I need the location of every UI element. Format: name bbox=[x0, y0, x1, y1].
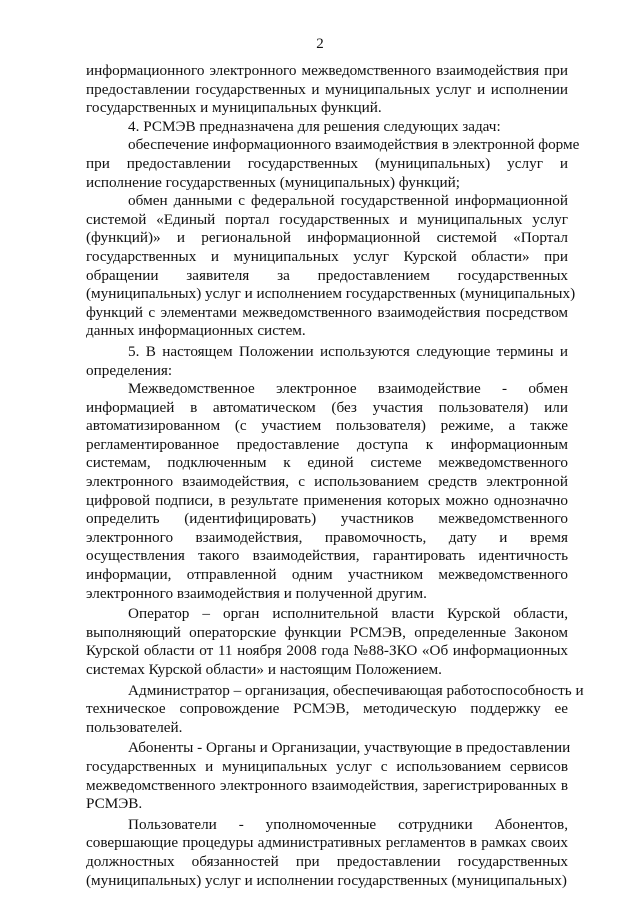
text-line: Курской области от 11 ноября 2008 года №88-ЗКО «Об информационных bbox=[86, 642, 568, 660]
text-line: системой «Единый портал государственных и муниципальных услуг bbox=[86, 210, 568, 228]
text-line: 5. В настоящем Положении используются следующие термины и bbox=[128, 342, 568, 360]
text-line: РСМЭВ. bbox=[86, 795, 143, 813]
text-line: совершающие процедуры административных регламентов в рамках своих bbox=[86, 834, 568, 852]
paragraph bbox=[86, 605, 568, 679]
text-line: предоставлении государственных и муниципальных услуг и исполнении bbox=[86, 80, 568, 98]
text-line: государственных и муниципальных услуг с использованием сервисов bbox=[86, 757, 568, 775]
text-line: исполнение государственных (муниципальных) функций; bbox=[86, 173, 460, 191]
text-line: техническое сопровождение РСМЭВ, методическую поддержку ее bbox=[86, 700, 568, 718]
text-line: Межведомственное электронное взаимодействие - обмен bbox=[128, 380, 568, 398]
text-line: выполняющий операторские функции РСМЭВ, определенные Законом bbox=[86, 623, 568, 641]
paragraph bbox=[86, 136, 580, 192]
page-number: 2 bbox=[316, 36, 324, 52]
paragraph bbox=[86, 739, 571, 813]
paragraph bbox=[86, 380, 568, 603]
text-line: системах Курской области» и настоящим Положением. bbox=[86, 661, 442, 678]
text-line: государственных и муниципальных функций. bbox=[86, 99, 382, 117]
text-line: обеспечение информационного взаимодействия в электронной форме bbox=[128, 136, 580, 154]
text-line: регламентированное предоставление доступа к информационным bbox=[86, 435, 568, 453]
text-line: информационного электронного межведомственного взаимодействия при bbox=[86, 62, 568, 79]
text-line: (муниципальных) услуг и исполнении государственных (муниципальных) bbox=[86, 871, 567, 889]
text-line: (муниципальных) услуг и исполнением государственных (муниципальных) bbox=[86, 285, 576, 303]
text-line: Пользователи - уполномоченные сотрудники Абонентов, bbox=[128, 815, 568, 833]
text-line: (функций)» и региональной информационной системой «Портал bbox=[86, 229, 568, 247]
text-line: государственных и муниципальных услуг Курской области» при bbox=[86, 247, 568, 265]
text-line: должностных обязанностей при предоставлении государственных bbox=[86, 852, 568, 870]
text-line: определения: bbox=[86, 361, 173, 379]
text-line: системам, подключенным к единой системе межведомственного bbox=[86, 454, 568, 472]
text-line: пользователей. bbox=[86, 718, 183, 736]
text-line: межведомственного электронного взаимодействия, зарегистрированных в bbox=[86, 776, 568, 794]
text-line: обмен данными с федеральной государственной информационной bbox=[128, 192, 568, 210]
text-line: данных информационных систем. bbox=[86, 322, 306, 340]
document-body bbox=[86, 62, 584, 890]
paragraph bbox=[86, 118, 568, 137]
text-line: электронного взаимодействия и полученной другим. bbox=[86, 584, 427, 602]
text-line: функций с элементами межведомственного взаимодействия посредством bbox=[86, 303, 568, 321]
text-line: определить (идентифицировать) участников межведомственного bbox=[86, 510, 568, 528]
paragraph bbox=[86, 816, 568, 890]
text-line: при предоставлении государственных (муниципальных) услуг и bbox=[86, 154, 568, 172]
paragraph bbox=[86, 343, 568, 380]
text-line: электронного взаимодействия, правомочность, дату и время bbox=[86, 528, 568, 546]
text-line: информацией в автоматическом (без участия пользователя) или bbox=[86, 398, 568, 416]
paragraph bbox=[86, 681, 584, 738]
text-line: Администратор – организация, обеспечивающая работоспособность и bbox=[128, 681, 584, 699]
text-line: автоматизированном (с участием пользователя) режиме, а также bbox=[86, 417, 568, 435]
text-line: Оператор – орган исполнительной власти Курской области, bbox=[128, 605, 568, 623]
text-line: Абоненты - Органы и Организации, участвующие в предоставлении bbox=[128, 739, 571, 757]
text-line: обращении заявителя за предоставлением государственных bbox=[86, 266, 568, 284]
text-line: цифровой подписи, в результате применения которых можно однозначно bbox=[86, 491, 568, 509]
paragraph bbox=[86, 192, 576, 341]
text-line: информации, отправленной одним участником межведомственного bbox=[86, 566, 568, 584]
text-line: 4. РСМЭВ предназначена для решения следующих задач: bbox=[128, 117, 501, 135]
paragraph bbox=[86, 62, 568, 118]
text-line: осуществления такого взаимодействия, гарантировать идентичность bbox=[86, 547, 568, 565]
text-line: электронного взаимодействия, с использованием средств электронной bbox=[86, 473, 568, 491]
